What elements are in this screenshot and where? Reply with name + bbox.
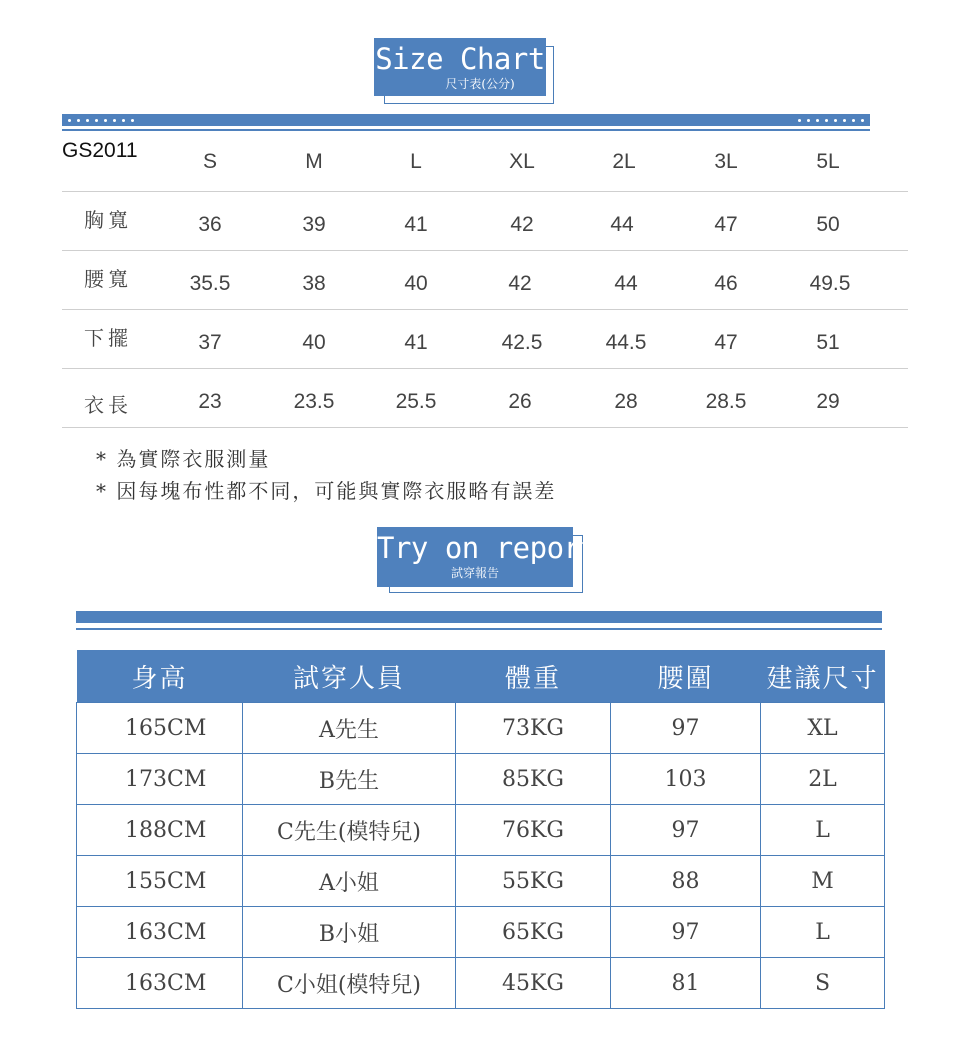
size-cell: L	[761, 907, 885, 958]
try-on-header-row	[77, 650, 885, 703]
size-header: 5L	[816, 150, 840, 173]
measure-value: 28	[614, 390, 638, 413]
waist-cell: 103	[611, 754, 761, 805]
try-on-divider-bar	[76, 611, 882, 623]
badge-fill	[377, 527, 598, 587]
measure-value: 41	[404, 213, 428, 236]
measure-value: 29	[816, 390, 840, 413]
measure-label: 下擺	[84, 326, 132, 350]
header-suggested-size: 建議尺寸	[761, 650, 885, 703]
measure-value: 51	[816, 331, 840, 354]
dots-right	[798, 114, 864, 126]
product-code: GS2011	[62, 139, 138, 162]
measure-label: 胸寬	[84, 208, 132, 232]
size-cell: M	[761, 856, 885, 907]
size-cell: XL	[761, 703, 885, 754]
measure-value: 44.5	[605, 331, 647, 354]
height-cell: 165CM	[77, 703, 243, 754]
try-on-title-badge	[377, 527, 598, 593]
measure-label: 腰寬	[84, 267, 132, 291]
header-height: 身高	[77, 650, 243, 703]
size-header: L	[410, 150, 422, 173]
measurement-notes	[96, 443, 556, 507]
height-cell: 155CM	[77, 856, 243, 907]
measure-value: 36	[198, 213, 222, 236]
size-chart-divider-bar	[62, 114, 870, 126]
weight-cell: 65KG	[456, 907, 611, 958]
waist-cell: 97	[611, 703, 761, 754]
table-row	[77, 907, 885, 958]
measure-value: 38	[302, 272, 326, 295]
tester-cell: A先生	[243, 703, 456, 754]
size-header-row	[62, 133, 908, 192]
measure-value: 42	[508, 272, 532, 295]
weight-cell: 73KG	[456, 703, 611, 754]
tester-cell: C先生(模特兒)	[243, 805, 456, 856]
size-chart-title-badge	[374, 38, 554, 104]
measure-value: 50	[816, 213, 840, 236]
height-cell: 173CM	[77, 754, 243, 805]
weight-cell: 55KG	[456, 856, 611, 907]
size-header: 2L	[612, 150, 636, 173]
tester-cell: A小姐	[243, 856, 456, 907]
tester-cell: B小姐	[243, 907, 456, 958]
table-row	[77, 958, 885, 1009]
measure-value: 44	[614, 272, 638, 295]
size-chart-title: Size Chart	[375, 42, 545, 76]
height-cell: 188CM	[77, 805, 243, 856]
size-chart-table	[62, 133, 908, 428]
table-row	[77, 703, 885, 754]
measure-label: 衣長	[84, 393, 132, 417]
tester-cell: C小姐(模特兒)	[243, 958, 456, 1009]
try-on-divider-line	[76, 628, 882, 630]
size-header: 3L	[714, 150, 738, 173]
height-cell: 163CM	[77, 907, 243, 958]
measure-value: 23.5	[293, 390, 335, 413]
weight-cell: 45KG	[456, 958, 611, 1009]
measure-value: 25.5	[395, 390, 437, 413]
measure-value: 26	[508, 390, 532, 413]
measure-value: 44	[610, 213, 634, 236]
header-weight: 體重	[456, 650, 611, 703]
measure-value: 40	[404, 272, 428, 295]
try-on-subtitle: 試穿報告	[450, 566, 499, 580]
measure-value: 47	[714, 213, 738, 236]
measure-value: 28.5	[705, 390, 747, 413]
badge-fill	[374, 38, 546, 96]
height-cell: 163CM	[77, 958, 243, 1009]
dots-left	[68, 114, 134, 126]
size-chart-subtitle: 尺寸表(公分)	[445, 77, 515, 91]
measure-value: 35.5	[189, 272, 231, 295]
measure-value: 47	[714, 331, 738, 354]
header-tester: 試穿人員	[243, 650, 456, 703]
waist-cell: 97	[611, 805, 761, 856]
size-row-chest	[62, 192, 908, 251]
try-on-table	[76, 650, 885, 1009]
size-row-waist	[62, 251, 908, 310]
size-row-length	[62, 369, 908, 428]
size-cell: L	[761, 805, 885, 856]
weight-cell: 76KG	[456, 805, 611, 856]
table-row	[77, 754, 885, 805]
measure-value: 37	[198, 331, 222, 354]
measure-value: 39	[302, 213, 326, 236]
waist-cell: 81	[611, 958, 761, 1009]
size-cell: 2L	[761, 754, 885, 805]
size-cell: S	[761, 958, 885, 1009]
measure-value: 49.5	[809, 272, 851, 295]
header-waist: 腰圍	[611, 650, 761, 703]
waist-cell: 88	[611, 856, 761, 907]
note-line: * 因每塊布性都不同，可能與實際衣服略有誤差	[96, 479, 557, 503]
size-row-hem	[62, 310, 908, 369]
waist-cell: 97	[611, 907, 761, 958]
measure-value: 40	[302, 331, 326, 354]
table-row	[77, 805, 885, 856]
measure-value: 41	[404, 331, 428, 354]
size-chart-divider-line	[62, 129, 870, 131]
measure-value: 42.5	[501, 331, 543, 354]
measure-value: 23	[198, 390, 222, 413]
note-line: * 為實際衣服測量	[96, 447, 271, 471]
size-header: XL	[509, 150, 535, 173]
try-on-title: Try on report	[377, 531, 598, 565]
measure-value: 42	[510, 213, 534, 236]
size-header: M	[305, 150, 323, 173]
size-header: S	[202, 150, 217, 173]
tester-cell: B先生	[243, 754, 456, 805]
weight-cell: 85KG	[456, 754, 611, 805]
measure-value: 46	[714, 272, 738, 295]
table-row	[77, 856, 885, 907]
